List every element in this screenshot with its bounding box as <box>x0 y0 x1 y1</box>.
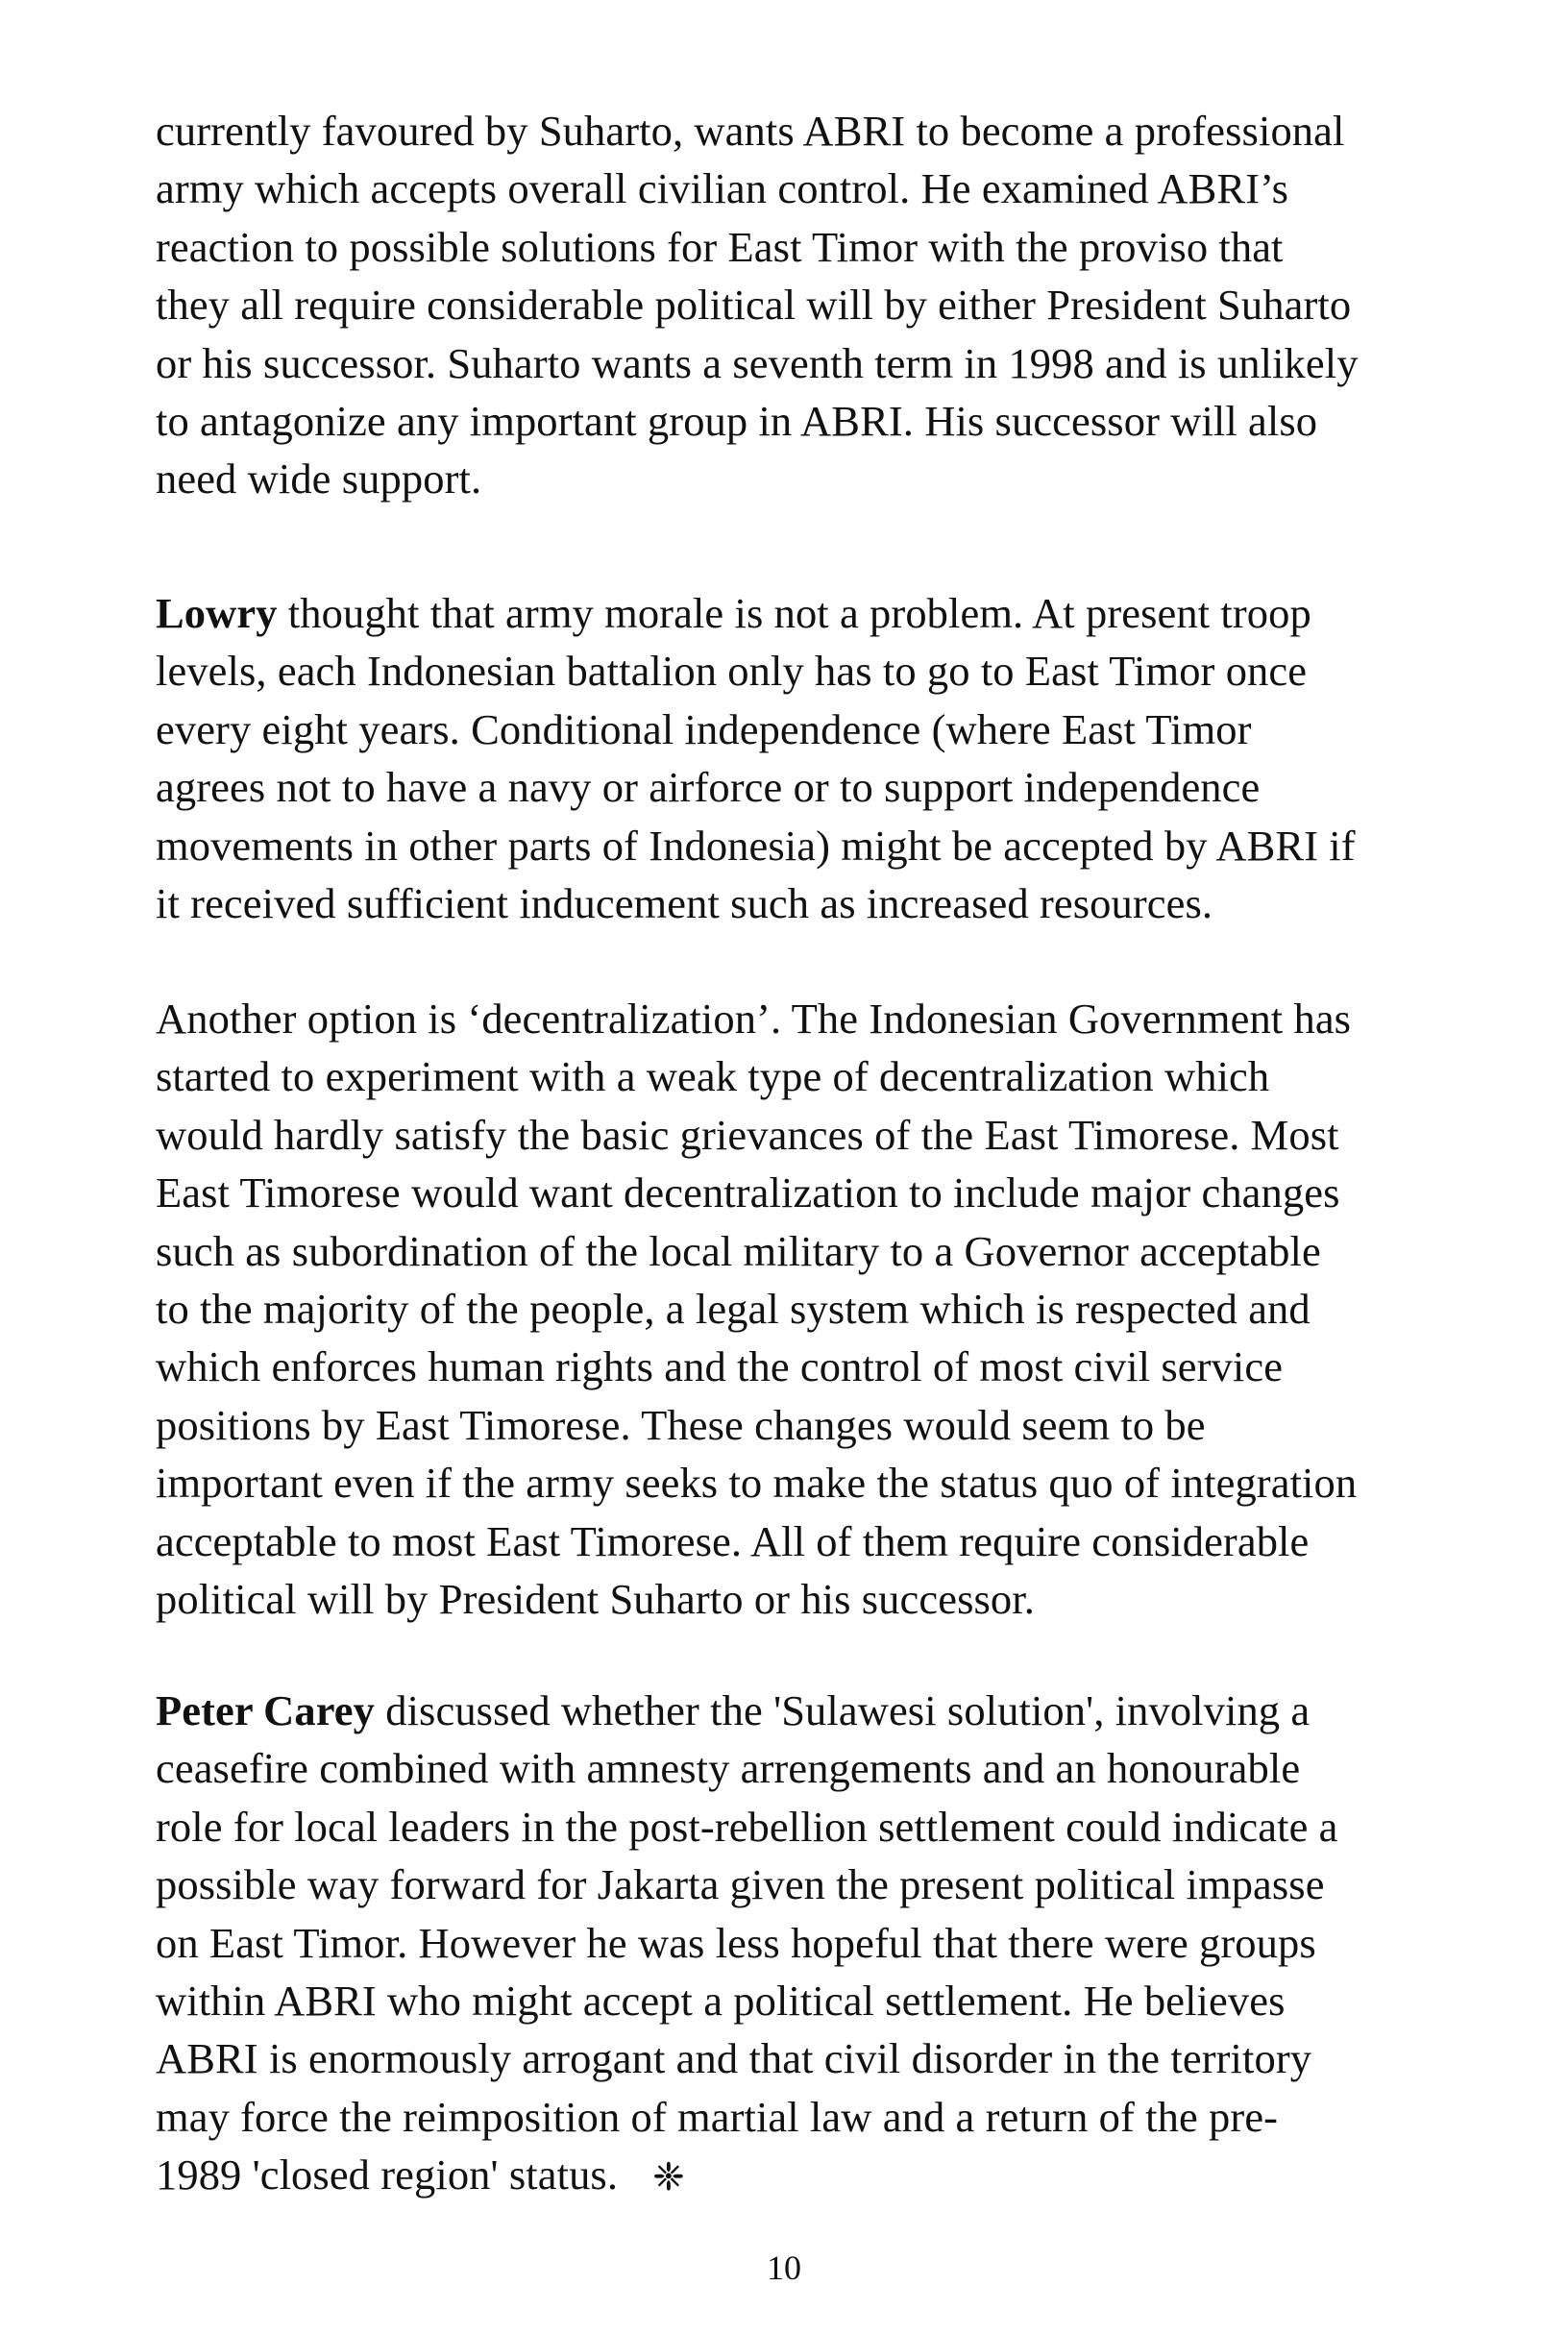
text-line-final: 1989 'closed region' status. <box>156 2151 619 2200</box>
text-line-rest: thought that army morale is not a problem. At present troop <box>277 589 1311 637</box>
text-line: started to experiment with a weak type of decentralization which <box>156 1052 1270 1101</box>
speaker-name-peter-carey: Peter Carey <box>156 1686 376 1734</box>
text-line: on East Timor. However he was less hopeful that there were groups <box>156 1918 1316 1967</box>
text-line: to the majority of the people, a legal system which is respected and <box>156 1285 1311 1334</box>
text-line: acceptable to most East Timorese. All of them require considerable <box>156 1516 1310 1565</box>
text-line: ceasefire combined with amnesty arrengements and an honourable <box>156 1744 1301 1793</box>
text-line: political will by President Suharto or his successor. <box>156 1575 1035 1624</box>
paragraph-peter-carey <box>156 1682 1338 2204</box>
text-line: role for local leaders in the post-rebellion settlement could indicate a <box>156 1802 1338 1851</box>
text-line: every eight years. Conditional independence (where East Timor <box>156 704 1252 753</box>
page-number: 10 <box>767 2249 801 2287</box>
text-line: they all require considerable political will by either President Suharto <box>156 281 1352 330</box>
text-line: within ABRI who might accept a political settlement. He believes <box>156 1977 1286 2026</box>
text-line: reaction to possible solutions for East Timor with the proviso that <box>156 222 1284 271</box>
paragraph-lowry <box>156 584 1356 932</box>
text-line: movements in other parts of Indonesia) might be accepted by ABRI if <box>156 821 1356 870</box>
text-line: to antagonize any important group in ABRI. His successor will also <box>156 397 1318 446</box>
text-line: need wide support. <box>156 455 482 504</box>
text-line: important even if the army seeks to make the status quo of integration <box>156 1459 1358 1508</box>
paragraph-decentralization <box>156 990 1357 1628</box>
text-line <box>156 584 1356 642</box>
text-line: such as subordination of the local military to a Governor acceptable <box>156 1226 1321 1275</box>
text-line: agrees not to have a navy or airforce or to support independence <box>156 763 1261 812</box>
text-line: possible way forward for Jakarta given the present political impasse <box>156 1860 1325 1909</box>
snowflake-ornament-icon: ❈ <box>652 2155 685 2200</box>
text-line: or his successor. Suharto wants a seventh term in 1998 and is unlikely <box>156 338 1359 387</box>
text-line: positions by East Timorese. These changes would seem to be <box>156 1400 1206 1449</box>
text-line: may force the reimposition of martial law and a return of the pre- <box>156 2092 1279 2141</box>
text-line <box>156 1682 1338 1739</box>
text-line: East Timorese would want decentralization to include major changes <box>156 1168 1340 1217</box>
text-line: currently favoured by Suharto, wants ABRI to become a professional <box>156 107 1345 155</box>
text-line <box>156 2146 1338 2203</box>
text-line: would hardly satisfy the basic grievances of the East Timorese. Most <box>156 1110 1339 1159</box>
paragraph-abri-professional-army <box>156 102 1359 508</box>
text-line: levels, each Indonesian battalion only has to go to East Timor once <box>156 647 1308 696</box>
text-line: ABRI is enormously arrogant and that civil disorder in the territory <box>156 2034 1312 2083</box>
text-line: army which accepts overall civilian control. He examined ABRI’s <box>156 164 1289 213</box>
text-line: it received sufficient inducement such as increased resources. <box>156 879 1213 928</box>
text-line: Another option is ‘decentralization’. The Indonesian Government has <box>156 995 1352 1043</box>
text-line: which enforces human rights and the control of most civil service <box>156 1342 1284 1391</box>
speaker-name-lowry: Lowry <box>156 589 278 637</box>
text-line-rest: discussed whether the 'Sulawesi solution', involving a <box>375 1686 1311 1734</box>
